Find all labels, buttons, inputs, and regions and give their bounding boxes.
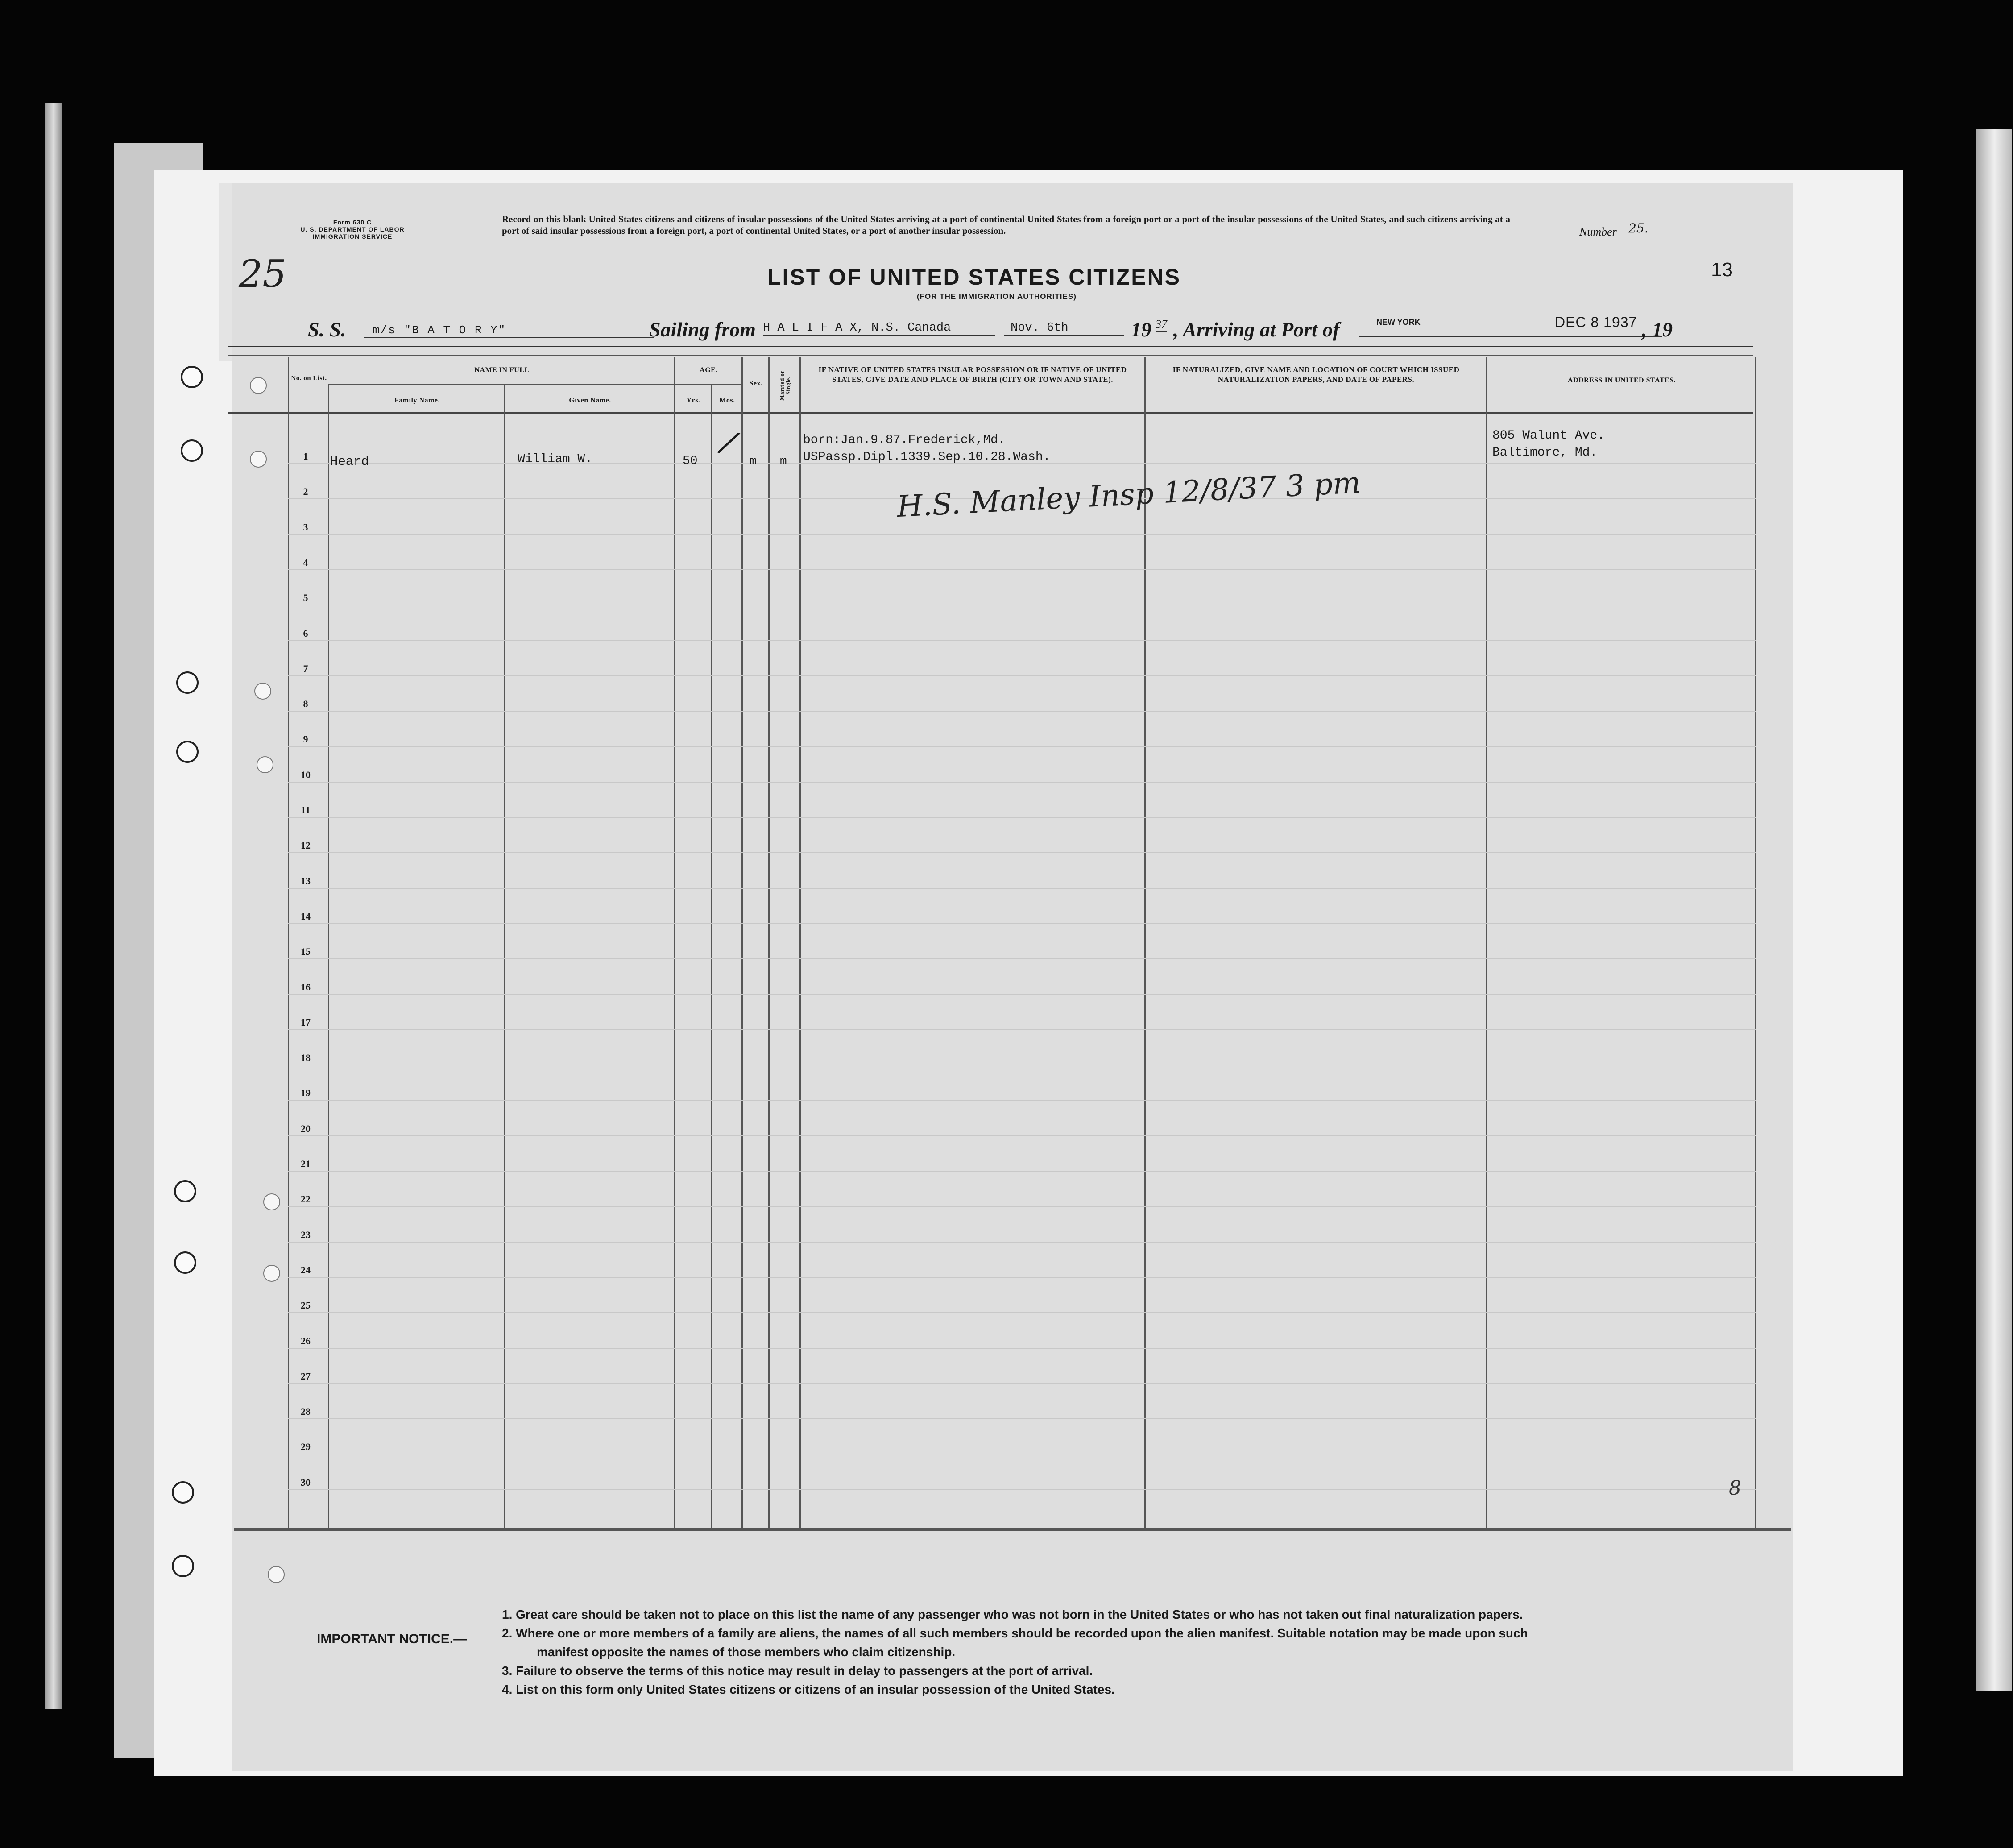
sex-cell: m [750,454,757,468]
row-number: 28 [301,1406,311,1417]
col-address: ADDRESS IN UNITED STATES. [1567,377,1676,384]
row-number: 25 [301,1300,311,1311]
page-number: 13 [1711,259,1733,281]
col-given-name: Given Name. [569,397,611,404]
row-rule [288,1383,1756,1384]
row-number: 26 [301,1335,311,1347]
row-rule [288,1348,1756,1349]
col-yrs: Yrs. [686,397,700,404]
birth-line: born:Jan.9.87.Frederick,Md. [803,433,1006,447]
row-number: 9 [303,733,308,745]
notice-item: 2. Where one or more members of a family are aliens, the names of all such members should be recorded upon the alien manifest. Suitable notation may be made upon such [502,1626,1528,1640]
arrival-port: NEW YORK [1376,318,1421,327]
row-rule [288,569,1756,570]
row-rule [288,640,1756,641]
col-divider [768,357,770,1528]
col-birth: IF NATIVE OF UNITED STATES INSULAR POSSESSION OR IF NATIVE OF UNITED STATES, GIVE DATE AND PLACE OF BIRTH (CITY OR TOWN AND STATE). [818,365,1127,384]
row-rule [288,1489,1756,1490]
binder-hole [174,1180,196,1202]
col-family-name: Family Name. [394,397,440,404]
row-number: 19 [301,1087,311,1099]
row-rule [288,994,1756,995]
year2-prefix: , 19 [1642,318,1673,341]
row-number: 17 [301,1016,311,1028]
row-number: 23 [301,1229,311,1240]
table-header-border [228,355,1753,356]
row-number: 30 [301,1476,311,1488]
given-name-cell: William W. [518,452,593,466]
notice-item: 4. List on this form only United States citizens or citizens of an insular possession of the United States. [502,1682,1115,1696]
row-number: 7 [303,663,308,674]
col-name-in-full: NAME IN FULL [474,366,530,374]
row-number: 27 [301,1370,311,1382]
row-number: 4 [303,556,308,568]
table-top-border [228,346,1753,347]
passport-line: USPassp.Dipl.1339.Sep.10.28.Wash. [803,450,1051,464]
col-divider [674,357,675,1528]
year-suffix: 37 [1156,318,1167,332]
row-number: 15 [301,946,311,957]
page-subtitle: (FOR THE IMMIGRATION AUTHORITIES) [917,292,1077,301]
row-number: 20 [301,1123,311,1134]
age-years-cell: 50 [683,454,698,468]
row-rule [288,782,1756,783]
row-rule [288,675,1756,676]
col-divider [1486,357,1487,1528]
row-rule [288,1206,1756,1207]
instruction-text: Record on this blank United States citizens and citizens of insular possessions of the United States arriving at a port of continental United States from a foreign port or a port of the insular possessions of the United States, and such citizens arriving at a port of said insular possessions from a foreign port, a port of continental United States, or a port of another insular possession. [502,214,1510,236]
form-sheet [232,183,1793,1771]
row-rule [288,1100,1756,1101]
form-identifier [286,219,419,240]
col-naturalized: IF NATURALIZED, GIVE NAME AND LOCATION OF COURT WHICH ISSUED NATURALIZATION PAPERS, AND DATE OF PAPERS. [1172,365,1460,384]
page-title: LIST OF UNITED STATES CITIZENS [767,265,1181,290]
notice-item: 1. Great care should be taken not to place on this list the name of any passenger who was not born in the United States or who has not taken out final naturalization papers. [502,1608,1523,1621]
col-divider [1755,357,1756,1528]
form-hole [263,1193,280,1210]
number-value: 25. [1624,221,1727,236]
inspector-signature: H.S. Manley Insp 12/8/37 3 pm [896,465,1362,524]
row-number: 22 [301,1193,311,1205]
row-rule [288,1242,1756,1243]
col-divider [1144,357,1146,1528]
binder-hole [181,439,203,462]
row-rule [288,1171,1756,1172]
row-rule [288,852,1756,853]
binder-hole [176,671,199,694]
col-divider [711,384,712,1528]
table-header-bottom [228,412,1753,414]
col-divider [328,384,329,1528]
row-number: 16 [301,981,311,993]
departure-port: H A L I F A X, N.S. Canada [763,321,995,336]
row-rule [288,817,1756,818]
name-subheader-line [328,384,674,385]
address-line: 805 Walunt Ave. [1492,429,1605,443]
row-number: 18 [301,1052,311,1064]
row-rule [288,1029,1756,1030]
birth-cell [803,432,1051,466]
scanner-edge-left [45,103,62,1709]
col-divider [288,357,289,1528]
row-rule [288,1135,1756,1136]
binder-hole [181,366,203,388]
arrival-port-line [1359,314,1662,337]
department-name: U. S. DEPARTMENT OF LABOR [300,226,405,233]
ship-name: m/s "B A T O R Y" [364,323,654,338]
col-sex: Sex. [749,380,763,387]
row-number: 24 [301,1264,311,1276]
row-number: 11 [301,804,311,816]
row-rule [288,1418,1756,1419]
col-age: AGE. [700,366,718,374]
service-name: IMMIGRATION SERVICE [312,233,393,240]
notice-list [502,1605,1778,1699]
form-hole [268,1566,285,1583]
col-married: Married or Single. [779,370,791,401]
form-hole [257,756,273,773]
form-hole [250,377,267,394]
row-number: 14 [301,910,311,922]
col-divider [741,357,743,1528]
handwritten-number: 25 [239,252,286,296]
row-number: 21 [301,1158,311,1169]
row-number: 10 [301,769,311,780]
row-rule [288,534,1756,535]
row-rule [288,1277,1756,1278]
form-hole [254,683,271,700]
binder-hole [172,1555,194,1577]
col-divider [799,357,801,1528]
binder-hole [172,1481,194,1504]
row-number: 13 [301,875,311,887]
notice-heading: IMPORTANT NOTICE.— [317,1632,467,1646]
row-rule [288,923,1756,924]
sailing-label: Sailing from [649,318,756,341]
arrival-date-stamp: DEC 8 1937 [1555,314,1637,330]
row-rule [288,746,1756,747]
row-number: 3 [303,521,308,533]
binder-hole [174,1251,196,1274]
row-number: 1 [303,451,308,462]
row-rule [288,958,1756,959]
row-number: 12 [301,840,311,851]
row-rule [288,1312,1756,1313]
col-divider [504,384,505,1528]
age-months-mark: / [717,423,740,461]
scanner-edge-right [1976,129,2012,1691]
row-number: 8 [303,698,308,710]
arriving-label: , Arriving at Port of [1173,318,1340,341]
age-subheader-line [674,384,741,385]
row-rule [288,888,1756,889]
row-number: 2 [303,486,308,497]
form-number: Form 630 C [333,219,372,226]
form-hole [250,451,267,468]
notice-item: manifest opposite the names of those members who claim citizenship. [537,1645,956,1659]
row-number: 29 [301,1441,311,1453]
family-name-cell: Heard [330,454,369,469]
binder-hole [176,741,199,763]
row-number: 5 [303,592,308,604]
ss-label: S. S. [308,318,346,341]
form-hole [263,1265,280,1282]
col-mos: Mos. [719,397,735,404]
row-number: 6 [303,627,308,639]
corner-mark: 8 [1729,1477,1741,1500]
table-bottom-border [234,1528,1791,1531]
address-line: Baltimore, Md. [1492,446,1598,460]
notice-item: 3. Failure to observe the terms of this notice may result in delay to passengers at the port of arrival. [502,1664,1093,1678]
col-no: No. on List. [291,375,327,382]
departure-date: Nov. 6th [1004,321,1124,336]
address-cell [1492,427,1605,461]
row-rule [288,711,1756,712]
year-prefix: 19 [1131,318,1151,341]
married-cell: m [780,454,787,468]
number-label: Number [1579,225,1617,238]
